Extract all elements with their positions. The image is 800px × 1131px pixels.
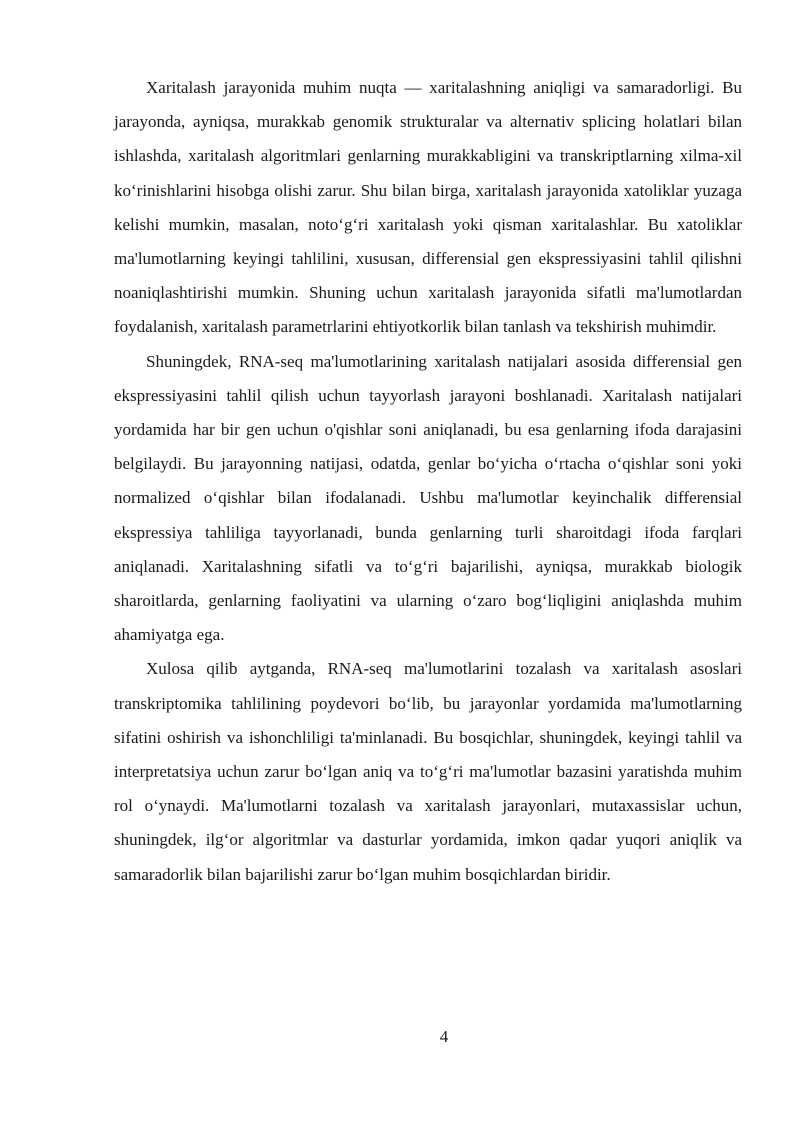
paragraph-conclusion: Xulosa qilib aytganda, RNA-seq ma'lumotlarini tozalash va xaritalash asoslari transkriptomika tahlilining poydevori boʻlib, bu jarayonlar yordamida ma'lumotlarning sifatini oshirish va ishonchliligi ta'minlanadi. Bu bosqichlar, shuningdek, keyingi tahlil va interpretatsiya uchun zarur boʻlgan aniq va toʻgʻri ma'lumotlar bazasini yaratishda muhim rol oʻynaydi. Ma'lumotlarni tozalash va xaritalash jarayonlari, mutaxassislar uchun, shuningdek, ilgʻor algoritmlar va dasturlar yordamida, imkon qadar yuqori aniqlik va samaradorlik bilan bajarilishi zarur boʻlgan muhim bosqichlardan biridir. <box>114 659 742 884</box>
paragraph-mapping-accuracy: Xaritalash jarayonida muhim nuqta — xaritalashning aniqligi va samaradorligi. Bu jarayonda, ayniqsa, murakkab genomik strukturalar va alternativ splicing holatlari bilan ishlashda, xaritalash algoritmlari genlarning murakkabligini va transkriptlarning xilma-xil koʻrinishlarini hisobga olishi zarur. Shu bilan birga, xaritalash jarayonida xatoliklar yuzaga kelishi mumkin, masalan, notoʻgʻri xaritalash yoki qisman xaritalashlar. Bu xatoliklar ma'lumotlarning keyingi tahlilini, xususan, differensial gen ekspressiyasini tahlil qilishni noaniqlashtirishi mumkin. Shuning uchun xaritalash jarayonida sifatli ma'lumotlardan foydalanish, xaritalash parametrlarini ehtiyotkorlik bilan tanlash va tekshirish muhimdir. <box>114 78 742 337</box>
page-number: 4 <box>439 1027 449 1046</box>
body-text <box>114 71 742 892</box>
paragraph-differential-expression-prep: Shuningdek, RNA-seq ma'lumotlarining xaritalash natijalari asosida differensial gen ekspressiyasini tahlil qilish uchun tayyorlash jarayoni boshlanadi. Xaritalash natijalari yordamida har bir gen uchun o'qishlar soni aniqlanadi, bu esa genlarning ifoda darajasini belgilaydi. Bu jarayonning natijasi, odatda, genlar boʻyicha oʻrtacha oʻqishlar soni yoki normalized oʻqishlar bilan ifodalanadi. Ushbu ma'lumotlar keyinchalik differensial ekspressiya tahliliga tayyorlanadi, bunda genlarning turli sharoitdagi ifoda farqlari aniqlanadi. Xaritalashning sifatli va toʻgʻri bajarilishi, ayniqsa, murakkab biologik sharoitlarda, genlarning faoliyatini va ularning oʻzaro bogʻliqligini aniqlashda muhim ahamiyatga ega. <box>114 351 742 645</box>
